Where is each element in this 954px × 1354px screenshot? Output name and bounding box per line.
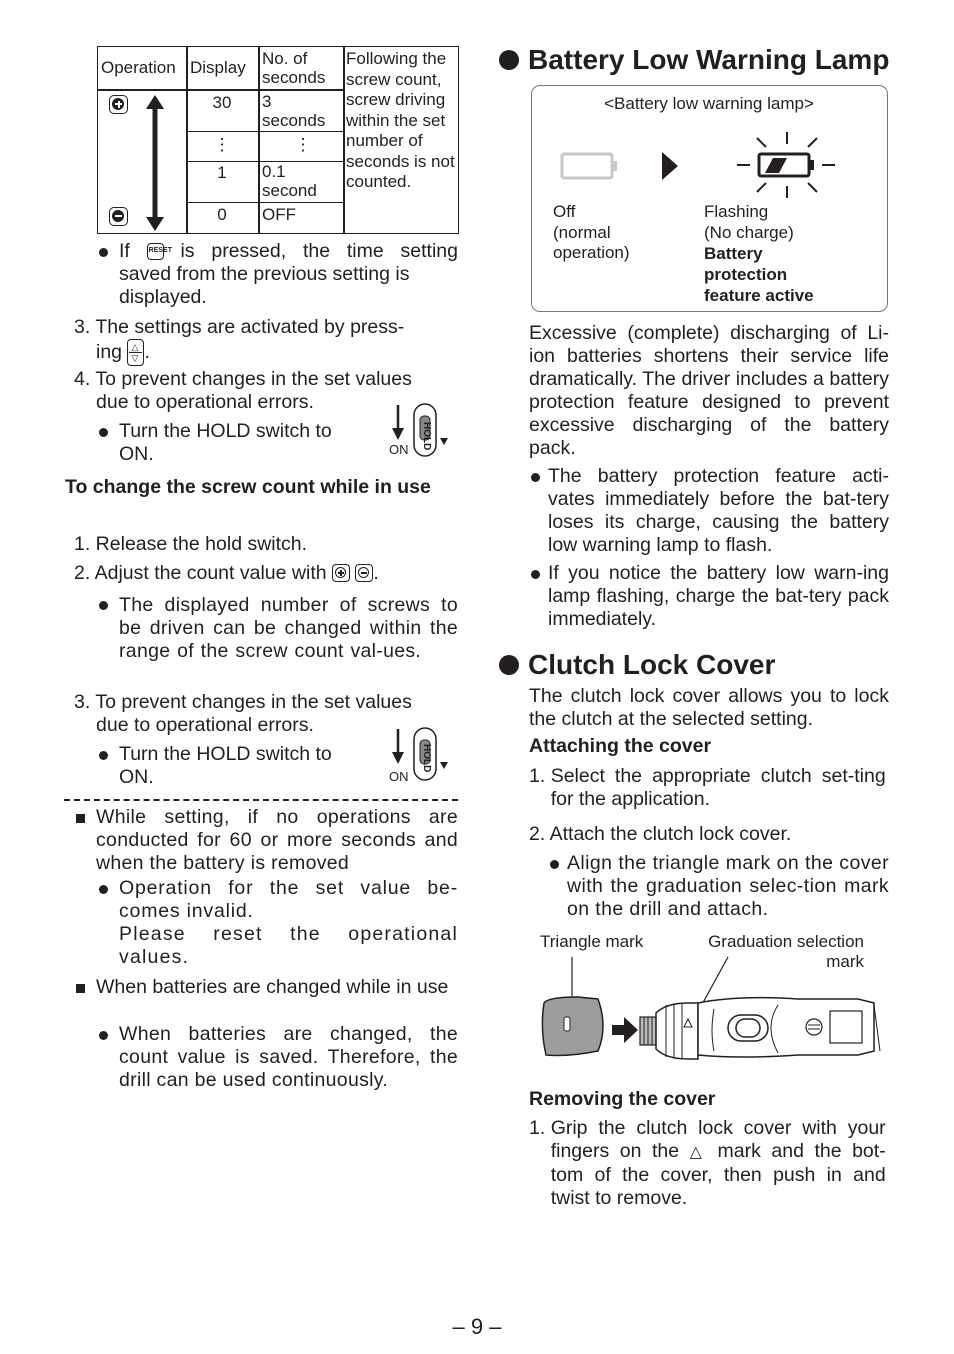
battery-heading: Battery Low Warning Lamp <box>528 44 890 75</box>
lamp-box-title: <Battery low warning lamp> <box>604 94 814 113</box>
note-battery-change: When batteries are changed while in use <box>96 976 449 998</box>
text-fragment: To prevent changes in the set values <box>95 691 412 713</box>
row-display-3: 1 <box>217 163 227 182</box>
change-step-2-bullet: The displayed number of screws to be driven can be changed within the range of the screw count val-ues. <box>119 594 458 662</box>
row-seconds-4: OFF <box>262 205 296 224</box>
double-arrow-icon <box>144 95 166 231</box>
change-step-1: 1. Release the hold switch. <box>74 533 308 555</box>
text-fragment: due to operational errors. <box>96 391 314 413</box>
note-timeout-bullet-1: Operation for the set value be-comes invalid. <box>119 877 458 922</box>
off-label: Off (normal operation) <box>553 202 630 262</box>
row-display-1: 30 <box>212 93 232 112</box>
settings-table <box>97 46 459 234</box>
remove-step-1: 1. Grip the clutch lock cover with your fingers on the △ mark and the bot- tom of the cover, then push in and twist to remove. <box>529 1117 886 1209</box>
triangle-mark-label: Triangle mark <box>540 932 644 951</box>
row-display-2: ⋮ <box>213 135 231 154</box>
change-count-heading: To change the screw count while in use <box>65 476 431 498</box>
text-fragment: due to operational errors. <box>96 714 314 736</box>
text-fragment: To prevent changes in the set values <box>95 368 412 390</box>
dashed-divider <box>64 799 458 801</box>
header-operation: Operation <box>101 58 176 77</box>
reset-note: If RESET is pressed, the time setting saved from the previous setting is displayed. <box>119 240 458 308</box>
triangle-icon: △ <box>689 1144 708 1161</box>
text-fragment: saved from the previous setting is displayed. <box>119 263 410 308</box>
battery-paragraph: Excessive (complete) discharging of Li-ion batteries shortens their service life dramatically. The driver includes a battery protection feature designed to prevent excessive discharging of the battery pack. <box>529 322 889 459</box>
battery-off-icon <box>560 150 620 182</box>
row-seconds-2: ⋮ <box>294 135 312 154</box>
remove-heading: Removing the cover <box>529 1088 716 1110</box>
battery-flashing-icon <box>737 130 837 200</box>
hold-bullet-1: Turn the HOLD switch to ON. <box>119 420 332 465</box>
hold-switch-icon: ON HOLD <box>388 724 452 784</box>
attach-step-2-bullet: Align the triangle mark on the cover with the graduation selec-tion mark on the drill and attach. <box>567 852 889 920</box>
clutch-heading: Clutch Lock Cover <box>528 649 776 680</box>
battery-bullet-1: The battery protection feature acti-vates immediately before the bat-tery loses its charge, causing the battery low warning lamp to flash. <box>548 465 889 556</box>
change-step-2: 2. Adjust the count value with . <box>74 562 379 584</box>
header-seconds: No. of seconds <box>262 49 326 87</box>
hold-bullet-2: Turn the HOLD switch to ON. <box>119 743 332 788</box>
flashing-label: Flashing (No charge) Battery protection feature active <box>704 202 814 305</box>
attach-heading: Attaching the cover <box>529 735 712 757</box>
clutch-cover-diagram <box>538 955 883 1060</box>
attach-step-1: 1. Select the appropriate clutch set-ting for the application. <box>529 765 886 810</box>
row-seconds-1: 3 seconds <box>262 92 326 130</box>
graduation-mark-label: Graduation selection mark <box>708 932 864 971</box>
note-setting-timeout: While setting, if no operations are conducted for 60 or more seconds and when the battery is removed <box>96 806 458 874</box>
reset-icon: RESET <box>147 243 164 260</box>
minus-small-icon <box>355 564 373 582</box>
set-icon: △ ▽ <box>127 339 144 366</box>
header-note: Following the screw count, screw driving within the set number of seconds is not counted. <box>346 49 455 191</box>
hold-switch-icon: ON HOLD <box>388 400 452 460</box>
clutch-paragraph: The clutch lock cover allows you to lock the clutch at the selected setting. <box>529 685 889 730</box>
step-4: 4. To prevent changes in the set values due to operational errors. <box>74 368 412 413</box>
note-timeout-bullet-2: Please reset the operational values. <box>119 923 458 968</box>
plus-icon <box>109 95 128 114</box>
arrow-right-icon <box>660 152 680 180</box>
attach-step-2: 2. Attach the clutch lock cover. <box>529 823 792 845</box>
step-3: 3. The settings are activated by press- ing △ ▽ . <box>74 316 458 366</box>
row-seconds-3: 0.1 second <box>262 162 317 200</box>
minus-icon <box>109 207 128 226</box>
header-display: Display <box>190 58 246 77</box>
note-battery-change-bullet: When batteries are changed, the count value is saved. Therefore, the drill can be used continuously. <box>119 1023 458 1091</box>
battery-lamp-box <box>531 85 888 312</box>
page-number: – 9 – <box>452 1314 502 1339</box>
row-display-4: 0 <box>217 205 227 224</box>
change-step-3: 3. To prevent changes in the set values due to operational errors. <box>74 691 412 736</box>
plus-small-icon <box>332 564 350 582</box>
text-fragment: is pressed, the time setting <box>180 240 458 262</box>
battery-bullet-2: If you notice the battery low warn-ing lamp flashing, charge the bat-tery pack immediately. <box>548 562 889 630</box>
